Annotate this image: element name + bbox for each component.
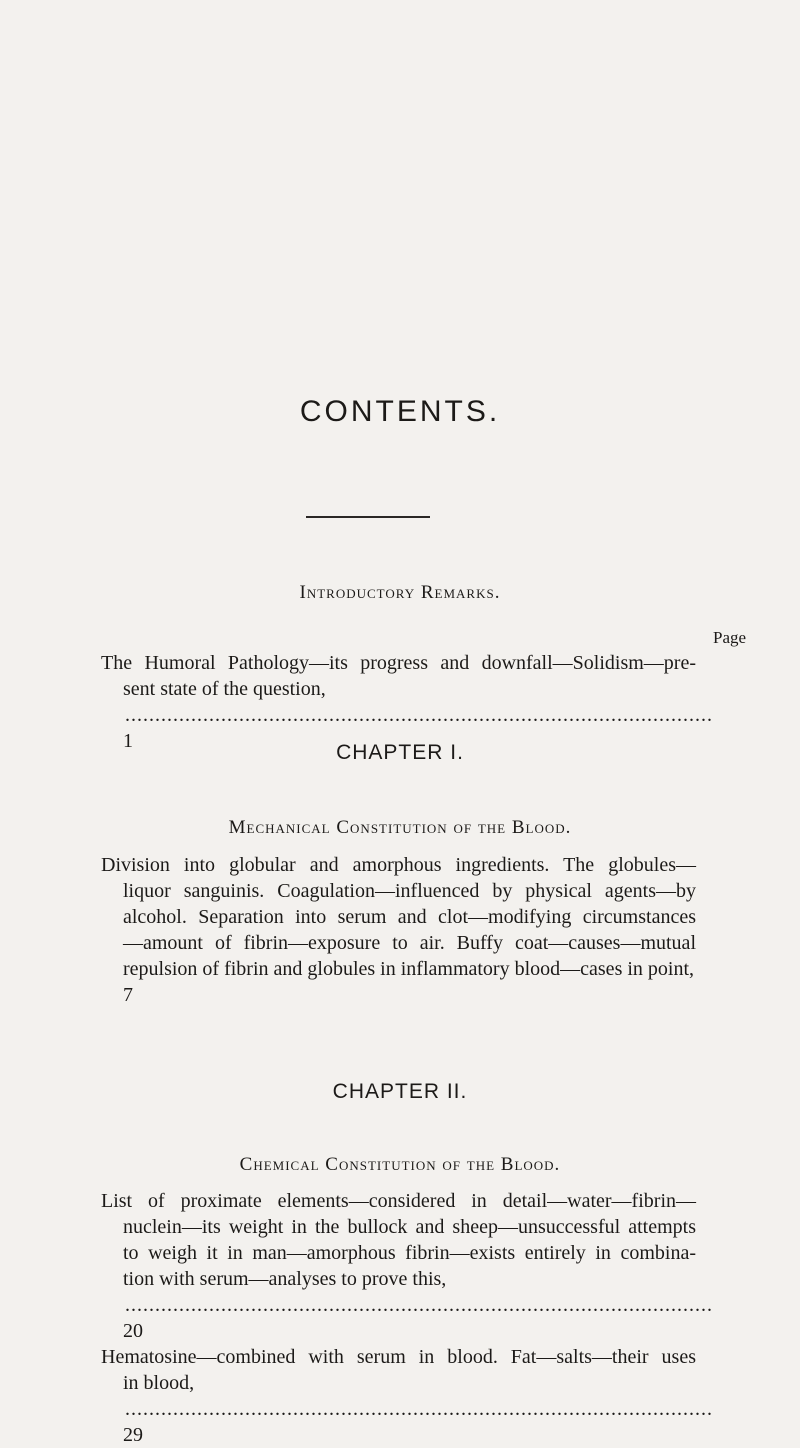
entry-line: to weigh it in man—amorphous fibrin—exists entirely in combina- (123, 1242, 696, 1264)
page-number: 7 (123, 984, 133, 1006)
page-column-label: Page (713, 628, 747, 647)
entry-line: List of proximate elements—considered in detail—water—fibrin— (101, 1190, 696, 1212)
intro-entry (101, 650, 713, 754)
entry-line: The Humoral Pathology—its progress and downfall—Solidism—pre- (101, 652, 696, 674)
leader-dots: .................................................................................................. (125, 1294, 713, 1316)
chapter-2-section: Chemical Constitution of the Blood. (239, 1154, 561, 1175)
entry-line: Division into globular and amorphous ingredients. The globules— (101, 854, 696, 876)
entry-line: in blood, (123, 1372, 195, 1394)
chapter-2-title: CHAPTER II. (332, 1080, 468, 1103)
leader-dots: .................................................................................................. (125, 1398, 713, 1420)
entry-line: liquor sanguinis. Coagulation—influenced by physical agents—by (123, 880, 696, 902)
chapter-1-entry (101, 852, 696, 1008)
entry-line: alcohol. Separation into serum and clot—modifying circumstances (123, 906, 696, 928)
entry-line: tion with serum—analyses to prove this, (123, 1268, 447, 1290)
chapter-1-section: Mechanical Constitution of the Blood. (228, 817, 572, 838)
entry-line: —amount of fibrin—exposure to air. Buffy coat—causes—mutual (123, 932, 696, 954)
entry-last-line (101, 956, 696, 1008)
chapter-1-title: CHAPTER I. (336, 741, 464, 764)
title-rule (306, 516, 430, 518)
page-title: CONTENTS. (299, 395, 501, 428)
entry-last-line (101, 1266, 713, 1344)
page-number: 1 (123, 730, 133, 752)
page-number: 29 (123, 1424, 143, 1446)
page-number: 20 (123, 1320, 143, 1342)
chapter-2-entry-1 (101, 1188, 713, 1344)
entry-line: Hematosine—combined with serum in blood. Fat—salts—their uses (101, 1346, 696, 1368)
chapter-2-entry-2 (101, 1344, 713, 1448)
entry-line: repulsion of fibrin and globules in inflammatory blood—cases in point, (123, 958, 695, 980)
intro-heading: Introductory Remarks. (299, 582, 501, 603)
leader-dots: .................................................................................................. (125, 704, 713, 726)
entry-line: sent state of the question, (123, 678, 326, 700)
entry-line: nuclein—its weight in the bullock and sheep—unsuccessful attempts (123, 1216, 696, 1238)
entry-last-line (101, 1370, 713, 1448)
